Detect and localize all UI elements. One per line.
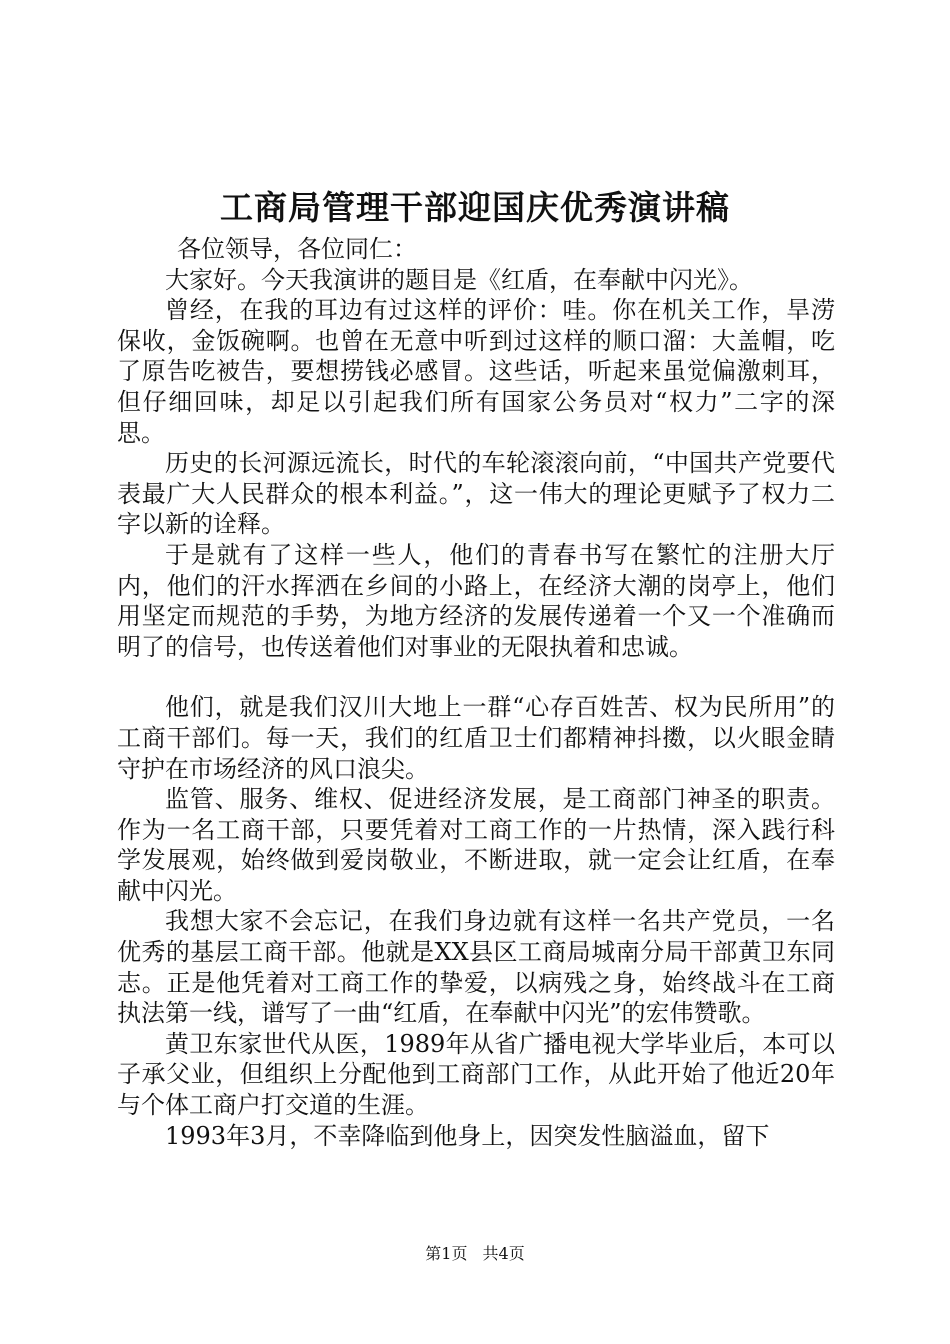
paragraph: 历史的长河源远流长，时代的车轮滚滚向前，“中国共产党要代表最广大人民群众的根本利益。”，这一伟大的理论更赋予了权力二字以新的诠释。	[117, 449, 835, 539]
paragraph: 1993年3月，不幸降临到他身上，因突发性脑溢血，留下	[165, 1121, 770, 1150]
paragraph: 曾经，在我的耳边有过这样的评价：哇。你在机关工作，旱涝保收，金饭碗啊。也曾在无意中听到过这样的顺口溜：大盖帽，吃了原告吃被告，要想捞钱必感冒。这些话，听起来虽觉偏激刺耳，但仔细回味，却足以引起我们所有国家公务员对“权力”二字的深思。	[117, 296, 835, 447]
paragraph: 黄卫东家世代从医，1989年从省广播电视大学毕业后，本可以子承父业，但组织上分配他到工商部门工作，从此开始了他近20年与个体工商户打交道的生涯。	[117, 1029, 835, 1120]
page-total: 共4页	[482, 1244, 525, 1263]
paragraph: 于是就有了这样一些人，他们的青春书写在繁忙的注册大厅内，他们的汗水挥洒在乡间的小路上，在经济大潮的岗亭上，他们用坚定而规范的手势，为地方经济的发展传递着一个又一个准确而明了的信号，也传送着他们对事业的无限执着和忠诚。	[117, 540, 835, 661]
paragraph: 大家好。今天我演讲的题目是《红盾，在奉献中闪光》。	[165, 265, 753, 294]
page-footer	[0, 1244, 950, 1264]
document-title: 工商局管理干部迎国庆优秀演讲稿	[220, 188, 730, 227]
paragraph-greeting: 各位领导，各位同仁：	[177, 235, 417, 263]
page-number: 第1页	[425, 1244, 468, 1263]
paragraph: 我想大家不会忘记，在我们身边就有这样一名共产党员，一名优秀的基层工商干部。他就是XX县区工商局城南分局干部黄卫东同志。正是他凭着对工商工作的挚爱，以病残之身，始终战斗在工商执法第一线，谱写了一曲“红盾，在奉献中闪光”的宏伟赞歌。	[117, 907, 835, 1028]
paragraph: 监管、服务、维权、促进经济发展，是工商部门神圣的职责。作为一名工商干部，只要凭着对工商工作的一片热情，深入践行科学发展观，始终做到爱岗敬业，不断进取，就一定会让红盾，在奉献中闪光。	[117, 785, 835, 905]
paragraph: 他们，就是我们汉川大地上一群“心存百姓苦、权为民所用”的工商干部们。每一天，我们的红盾卫士们都精神抖擞，以火眼金睛守护在市场经济的风口浪尖。	[117, 693, 835, 783]
document-body	[117, 234, 835, 1151]
